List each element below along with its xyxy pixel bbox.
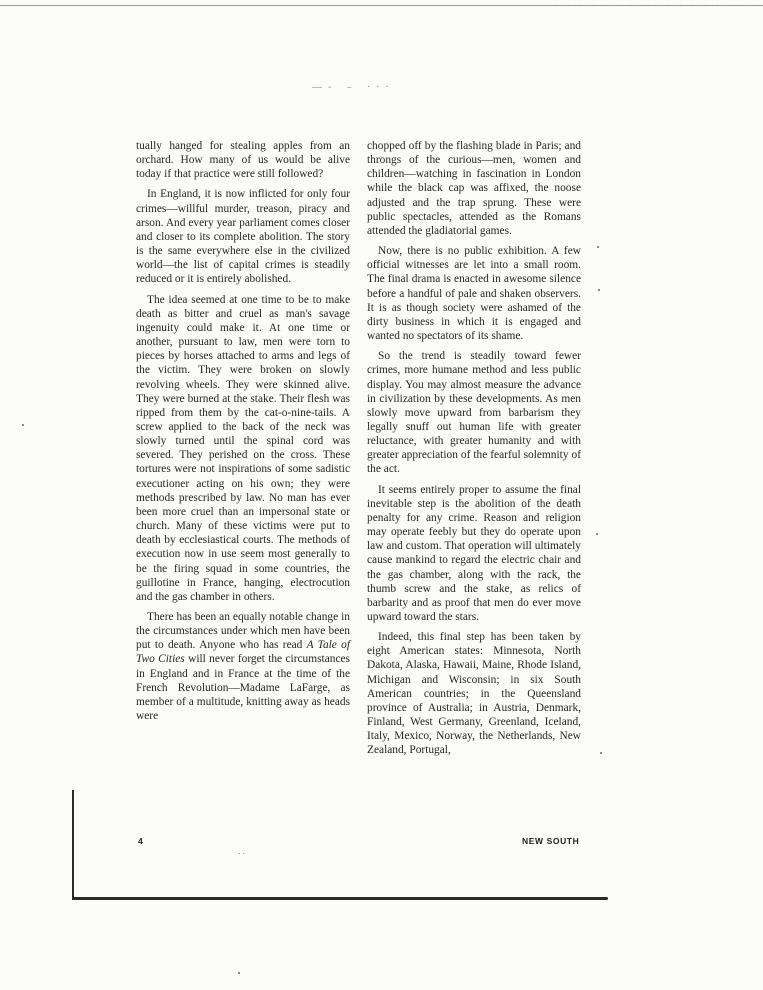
scan-speck	[600, 752, 602, 754]
paragraph: So the trend is steadily toward fewer crimes, more humane method and less public display. You may almost measure the advance in civilization by these developments. As men slowly move upward from barbarism they legally snuff out human life with greater reluctance, with greater humanity and with greater appreciation of the fearful solemnity of the act.	[367, 350, 581, 476]
paragraph-text: There has been an equally notable change in the circumstances under which men have been put to death. Anyone who has read	[136, 611, 350, 652]
article-column-right	[367, 139, 581, 764]
book-title: A Tale of Two Cities	[136, 639, 350, 666]
scan-speck	[22, 424, 24, 426]
scan-speck	[238, 972, 240, 974]
paragraph: Indeed, this final step has been taken by eight American states: Minnesota, North Dakota, Alaska, Hawaii, Maine, Rhode Island, Michigan and Wisconsin; in six South American countries; in the Queensland province of Australia; in Austria, Denmark, Finland, West Germany, Greenland, Iceland, Italy, Mexico, Norway, the Netherlands, New Zealand, Portugal,	[367, 631, 581, 757]
page-border-bottom	[72, 897, 608, 900]
scan-artifact-mark: ―- – ···	[312, 82, 395, 93]
paragraph: It seems entirely proper to assume the final inevitable step is the abolition of the death penalty for any crime. Reason and religion may operate feebly but they do operate upon law and custom. That operation will ultimately cause mankind to regard the electric chair and the gas chamber, along with the rack, the thumb screw and the stake, as relics of barbarity and as proof that men do ever move upward toward the stars.	[367, 483, 581, 623]
paragraph-text: will never forget the circumstances in England and in France at the time of the French Revolution—Madame LaFarge, as member of a multitude, knitting away as heads were	[136, 653, 350, 723]
article-column-left	[136, 139, 350, 729]
paragraph-tale-of-two-cities	[136, 610, 350, 723]
scan-speck	[597, 246, 599, 248]
publication-name: NEW SOUTH	[522, 836, 580, 846]
paragraph: Now, there is no public exhibition. A few official witnesses are let into a small room. The final drama is enacted in awesome silence before a handful of pale and shaken observers. It is as though society were ashamed of the dirty business in which it is engaged and wanted no spectators of its shame.	[367, 245, 581, 343]
paragraph-continuation: tually hanged for stealing apples from an orchard. How many of us would be alive today if that practice were still followed?	[136, 140, 350, 181]
paragraph-continuation: chopped off by the flashing blade in Paris; and throngs of the curious—men, women and children—watching in fascination in London while the black cap was affixed, the noose adjusted and the trap sprung. These were public spectacles, attended as the Romans attended the gladiatorial games.	[367, 140, 581, 237]
scan-artifact-dots: ˙˙	[237, 853, 246, 863]
scan-top-dots: . . . . . . . . . . . . . . . . .	[553, 0, 759, 8]
scan-speck	[596, 533, 598, 535]
page-number: 4	[138, 836, 144, 846]
paragraph: In England, it is now inflicted for only four crimes—willful murder, treason, piracy and arson. And every year parliament comes closer and closer to its complete abolition. The story is the same everywhere else in the civilized world—the list of capital crimes is steadily reduced or it is entirely abolished.	[136, 188, 350, 286]
page-border-left	[72, 790, 74, 900]
scan-speck	[598, 289, 600, 291]
paragraph: The idea seemed at one time to be to make death as bitter and cruel as man's savage ingenuity could make it. At one time or another, pursuant to law, men were torn to pieces by horses attached to arms and legs of the victim. They were broken on slowly revolving wheels. They were skinned alive. They were burned at the stake. Their flesh was ripped from them by the cat-o-nine-tails. A screw applied to the back of the neck was slowly turned until the spinal cord was severed. They perished on the cross. These tortures were not inspirations of some sadistic executioner acting on his own; they were methods prescribed by law. No man has ever been more cruel than an impersonal state or church. Many of these victims were put to death by ecclesiastical courts. The methods of execution now in use seem most generally to be the firing squad in some countries, the guillotine in France, hanging, electrocution and the gas chamber in others.	[136, 293, 350, 603]
